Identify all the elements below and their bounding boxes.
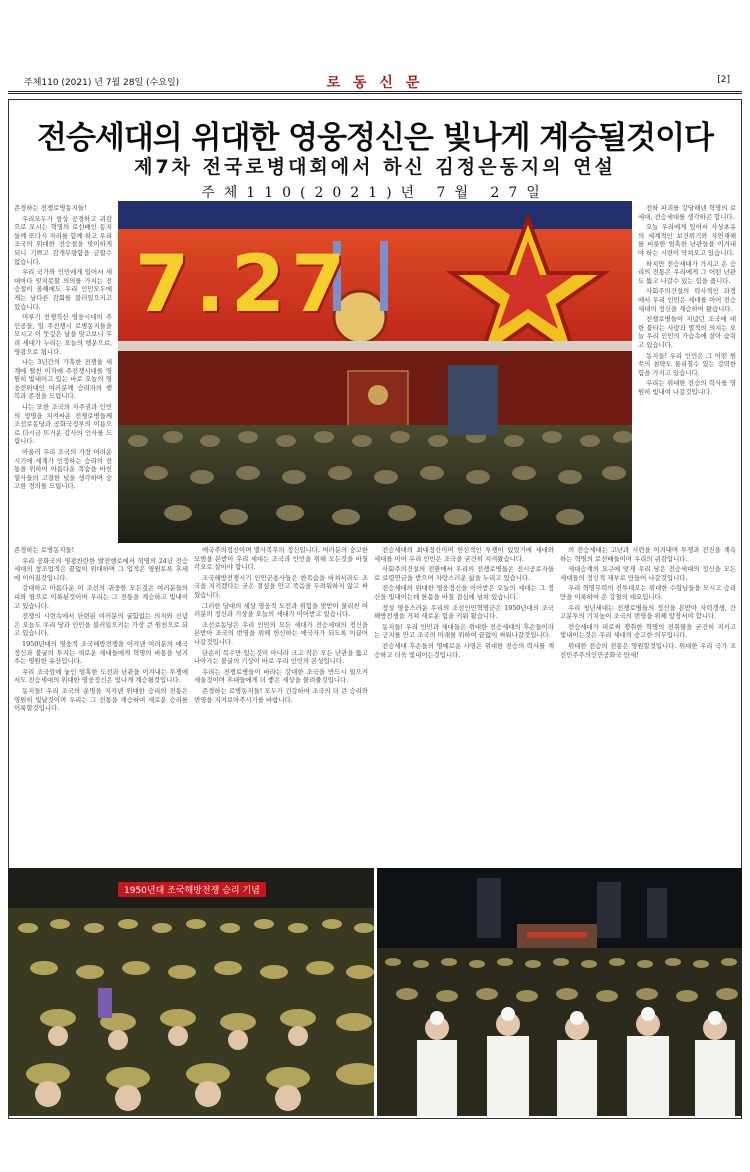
paragraph: 전승세대가 피로써 쟁취한 혁명의 전취물을 굳건히 지키고 빛내이는것은 우리 세대의 숭고한 의무입니다. [560, 622, 736, 640]
subtitle: 제7차 전국로병대회에서 하신 김정은동지의 연설 [134, 156, 616, 178]
paragraph: 우리 공화국의 영광찬란한 발전행로에서 혁명의 24년 전승세대의 창조업적은 끝없이 위대하며 그 업적은 영원토록 후세에 이어질것입니다. [14, 556, 188, 582]
paragraph: 동지들! 우리 인민과 세대들은 위대한 전승세대의 후손들이라는 긍지를 안고 조국의 미래를 위하여 끝없이 싸워나갈것입니다. [374, 622, 554, 640]
paragraph: 하지만 전승세대가 가지고 온 승리의 전통은 우리에게 그 어떤 난관도 뚫고 나갈수 있는 힘을 줍니다. [638, 259, 736, 285]
paragraph: 전승세대의 위대한 영웅정신을 이어받은 오늘의 세대는 그 정신을 빛내이는데 한몸을 바칠 결심에 넘쳐 있습니다. [374, 584, 554, 601]
article-column-2 [14, 546, 188, 862]
paragraph: 1950년대의 영웅적 조국해방전쟁을 이겨낸 여러분의 애국정신과 불굴의 투지는 새로운 세대들에게 혁명의 바통을 넘겨주는 영원한 유산입니다. [14, 639, 188, 666]
main-photo-date-overlay: 7.27 [135, 240, 352, 330]
article-column-right [638, 204, 736, 540]
article-column-5 [560, 546, 736, 862]
paragraph: 우리는 위대한 전승의 력사를 영원히 빛내여 나갈것입니다. [638, 379, 736, 396]
paragraph: 전쟁의 시련속에서 단련된 여러분의 굴함없는 의지와 신념은 오늘도 우리 당과 인민을 불러일으키는 가장 큰 원천으로 되고 있습니다. [14, 612, 188, 638]
paragraph: 단순히 복수만 있는것이 아니라 크고 작은 모든 난관을 뚫고 나아가는 불굴의 기상이 바로 우리 인민의 본성입니다. [194, 648, 368, 666]
paragraph: 강대하고 아름다운 이 조선의 귀중한 모든것은 여러분들의 피와 땀으로 이룩된것이며 우리는 그 전통을 계승하고 빛내이고 있습니다. [14, 584, 188, 610]
paragraph: 사회주의건설의 력사적인 과정에서 우리 인민은 세대를 이어 전승세대의 정신을 계승하여 왔습니다. [638, 287, 736, 313]
paragraph: 동지들! 우리 인민은 그 어떤 원쑤의 침략도 물리칠수 있는 강력한 힘을 가지고 있습니다. [638, 351, 736, 377]
paragraph: 오늘 우리에게 있어서 사상초유의 세계적인 보건위기와 자연재해를 비롯한 엄혹한 난관들을 이겨내야 하는 시련이 닥쳐오고 있습니다. [638, 223, 736, 257]
dateline: 주체110(2021)년 7월 27일 [201, 185, 549, 201]
paragraph: 우리 조국앞에 놓인 엄혹한 도전과 난관을 이겨내는 투쟁에서도 전승세대의 위대한 영웅정신은 빛나게 계승될것입니다. [14, 667, 188, 685]
bottom-left-photo [8, 868, 374, 1116]
headline: 전승세대의 위대한 영웅정신은 빛나게 계승될것이다 [37, 120, 713, 156]
paragraph: 존경하는 전쟁로병동지들! [14, 204, 87, 212]
paragraph: 나는 3년간의 가혹한 전쟁을 세계에 떨친 이자에 주전쟁시대를 영원히 빛내이고 있는 바로 오늘의 영웅전위대인 여러분께 승리자의 행복과 존경을 드립니다. [14, 358, 112, 401]
photo-banner-text: 1950년대 조국해방전쟁 승리 기념 [118, 882, 266, 897]
paragraph: 전승세대의 최대정신이며 헌신적인 투쟁이 있었기에 세대와 세대를 이어 우리 인민은 조국을 굳건히 지켜왔습니다. [374, 546, 554, 563]
issue-date: 주체110 (2021) 년 7월 28일 (수요일) [24, 78, 180, 88]
paragraph: 전쟁로병들이 지녔던 조국에 대한 불타는 사랑과 멸적의 의지는 오늘 우리 인민의 가슴속에 살아 숨쉬고 있습니다. [638, 315, 736, 349]
article-column-1 [14, 204, 112, 540]
paragraph: 그러한 당대의 세상 영웅적 도전과 위험을 맞받아 물리친 여러분의 정신과 기상을 오늘의 세대가 이어받고 있습니다. [194, 601, 368, 619]
paragraph: 머루기 전쟁직선 영웅시대의 주인공들, 일 주전쟁시 로병동지들을 모시고 이 뜻깊은 날을 맞고보니 우리 세대가 누리는 오늘의 행운으로, 영광으로 됩니다. [14, 313, 112, 356]
paragraph: 우리 혁명무력의 전투대오는 위대한 수령님들을 모시고 승리만을 이룩하여 온 강철의 대오입니다. [560, 584, 736, 601]
paragraph: 세대승계의 요구에 맞게 우리 당은 전승세대의 정신을 모든 세대들의 정신적 재부로 만들어 나갈것입니다. [560, 565, 736, 582]
bottom-right-photo [377, 868, 742, 1116]
masthead [8, 68, 742, 94]
paragraph: 우리모두가 항상 공경하고 귀감으로 모시는 혁명의 로선배인 동지들께 또다시 자리를 함께 하고 우리 조국의 위대한 전승절을 맞이하게 되니 기쁘고 감개무량함을 금할수 없습니다. [14, 214, 112, 266]
paragraph: 의 전승세대는 고난과 시련을 이겨내며 투쟁과 전진을 계속하는 혁명의 로선배들이며 우리의 귀감입니다. [560, 546, 736, 563]
page-number: [2] [717, 75, 730, 85]
paragraph: 우리는 전쟁로병들이 바라는 강대한 조국을 반드시 일으켜세울것이며 후대들에게 더 좋은 세상을 물려줄것입니다. [194, 667, 368, 685]
paragraph: 위대한 전승의 전통은 영원할것입니다. 위대한 우리 국가 조선민주주의인민공화국 만세! [560, 641, 736, 659]
article-column-4 [374, 546, 554, 862]
paragraph: 아울러 우리 조국의 가장 어려운 시기에 세계가 인정하는 승리의 전통을 위하여 아름다운 목숨을 바친 열사들의 고결한 넋을 생각하며 숭고한 경의를 드립니다. [14, 448, 112, 491]
paragraph: 조국해방전쟁시기 인민군용사들은 한목숨을 바쳐서라도 조국을 지키겠다는 굳은 결심을 안고 죽음을 두려워하지 않고 싸웠습니다. [194, 573, 368, 599]
paragraph: 정성 영웅스러운 우리의 조선인민혁명군은 1950년대의 조국해방전쟁을 거쳐 새로운 힘을 키워 왔습니다. [374, 603, 554, 621]
article-column-3 [194, 546, 368, 862]
paragraph: 우리 청년세대는 전쟁로병들의 정신을 본받아 자력갱생, 간고분투의 기치높이 조국의 번영을 위해 앞장서야 합니다. [560, 603, 736, 621]
paragraph: 전승세대 후손들의 영예로운 사명은 위대한 전승의 력사를 계승하고 더욱 빛내이는것입니다. [374, 641, 554, 659]
paragraph: 나는 또한 조국의 자주권과 인민의 생명을 지켜싸운 전쟁로병들께 조선로동당과 공화국정부의 이름으로 다시금 뜨거운 감사의 인사를 드립니다. [14, 403, 112, 446]
newspaper-title: 로 동 신 문 [326, 75, 424, 91]
paragraph: 사회주의건설의 전환에서 우리의 전쟁로병들은 전시공로자들로 로령연금을 받으며 자랑스러운 삶을 누리고 있습니다. [374, 565, 554, 582]
paragraph: 동지들! 우리 조국의 운명을 지켜낸 위대한 승리의 전통은 영원히 빛날것이며 우리는 그 전통을 계승하여 새로운 승리를 이룩할것입니다. [14, 686, 188, 713]
paragraph: 조선로동당은 우리 인민의 모든 세대가 전승세대의 정신을 본받아 조국의 번영을 위해 헌신하는 애국자가 되도록 이끌어 나갈것입니다. [194, 620, 368, 646]
paragraph: 전하 파괴를 강당해낸 혁명의 로세대, 전승세대를 생각하곤 합니다. [638, 204, 736, 221]
paragraph: 우리 국가와 인민에게 있어서 세대마다 잊지못할 의의를 가지는 전승절이 올해에도 우리 인민모두에게는 남다른 감회를 불러일으키고 있습니다. [14, 268, 112, 311]
paragraph: 존경하는 로병동지들! [14, 546, 75, 554]
paragraph: 애국주의정신이며 멸사복무의 정신입니다. 여러분의 숭고한 모범을 본받아 우리 세대는 조국과 인민을 위해 모든것을 바칠 각오로 살아야 합니다. [194, 546, 368, 572]
paragraph: 존경하는 로병동지들! 모두가 건강하여 조국의 더 큰 승리와 번영을 지켜보아주시기를 바랍니다. [194, 686, 368, 704]
